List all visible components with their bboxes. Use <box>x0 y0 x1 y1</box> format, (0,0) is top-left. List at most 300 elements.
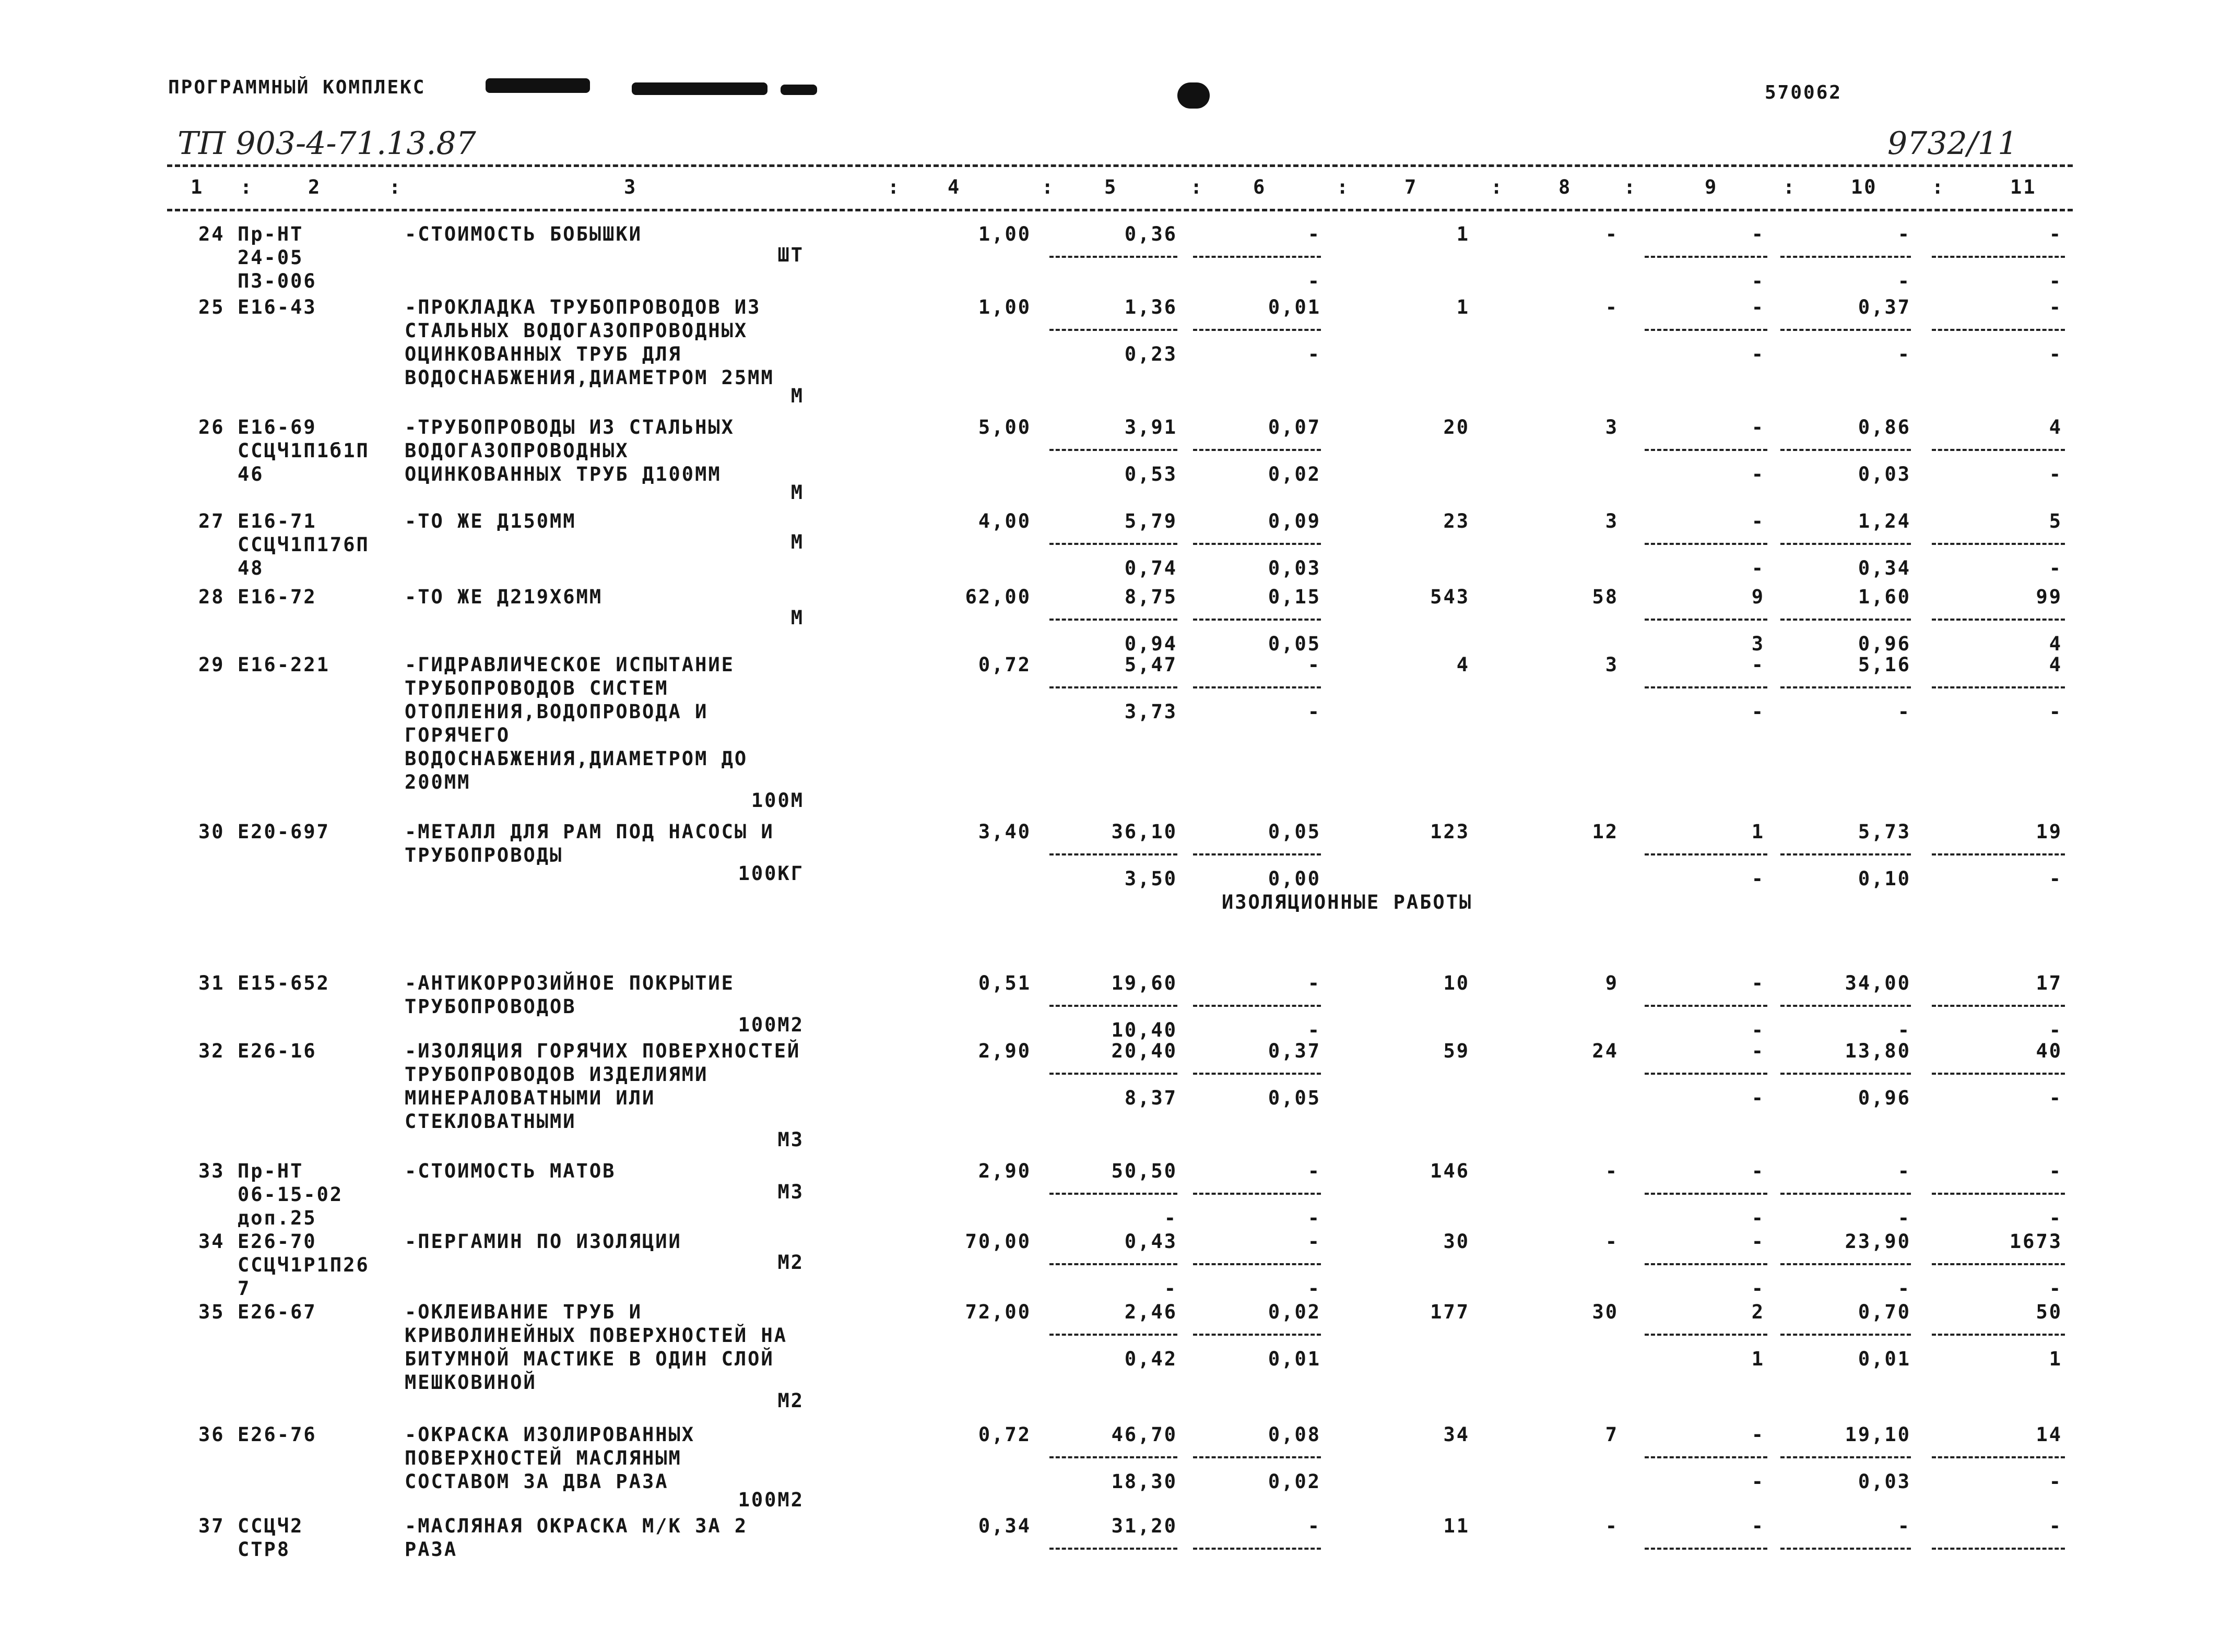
work-description: СТАЛЬНЫХ ВОДОГАЗОПРОВОДНЫХ <box>405 319 748 342</box>
unit-cost-wages: 18,30 <box>1111 1470 1177 1493</box>
work-description: -АНТИКОРРОЗИЙНОЕ ПОКРЫТИЕ <box>405 972 735 994</box>
cell-underline <box>1932 1005 2065 1007</box>
total-machines: - <box>1751 510 1765 532</box>
unit-cost-wages: 0,74 <box>1124 557 1177 579</box>
column-header: 11 <box>2010 176 2037 198</box>
total-machines-wages: - <box>1751 1087 1765 1109</box>
total-wages: - <box>1605 296 1619 318</box>
row-number: 33 <box>198 1160 225 1182</box>
norm-code: доп.25 <box>238 1207 317 1229</box>
total-cost: 59 <box>1443 1040 1470 1062</box>
cell-underline <box>1645 543 1767 545</box>
cell-underline <box>1932 449 2065 451</box>
total-cost: 123 <box>1430 821 1470 843</box>
machine-cost-wages: - <box>1307 700 1321 723</box>
total-machines-wages: - <box>1751 1019 1765 1041</box>
cell-underline <box>1049 256 1177 258</box>
unit: М <box>790 531 804 553</box>
labor-unit: 5,73 <box>1858 821 1911 843</box>
unit: 100М2 <box>738 1489 804 1511</box>
quantity: 2,90 <box>978 1160 1031 1182</box>
column-header: 5 <box>1104 176 1118 198</box>
page-code: 9732/11 <box>1887 125 2018 162</box>
norm-code: 48 <box>238 557 264 579</box>
machine-cost: - <box>1307 972 1321 994</box>
labor-unit: 5,16 <box>1858 653 1911 676</box>
total-machines: - <box>1751 416 1765 438</box>
cell-underline <box>1932 1193 2065 1195</box>
column-separator: : <box>1491 176 1504 198</box>
row-number: 35 <box>198 1301 225 1323</box>
cell-underline <box>1645 1005 1767 1007</box>
norm-code: Пр-НТ <box>238 223 304 245</box>
labor-total-sub: - <box>2049 700 2062 723</box>
work-description: -МЕТАЛЛ ДЛЯ РАМ ПОД НАСОСЫ И <box>405 821 774 843</box>
work-description: ТРУБОПРОВОДОВ СИСТЕМ <box>405 677 669 699</box>
machine-cost: 0,07 <box>1268 416 1321 438</box>
cell-underline <box>1780 853 1911 855</box>
divider <box>167 209 2073 211</box>
total-wages: 24 <box>1592 1040 1619 1062</box>
machine-cost: - <box>1307 1230 1321 1253</box>
column-separator: : <box>1624 176 1637 198</box>
unit-cost: 5,79 <box>1124 510 1177 532</box>
work-description: КРИВОЛИНЕЙНЫХ ПОВЕРХНОСТЕЙ НА <box>405 1324 788 1347</box>
unit-cost-wages: - <box>1164 1207 1177 1229</box>
column-separator: : <box>1337 176 1350 198</box>
labor-unit: 13,80 <box>1845 1040 1911 1062</box>
cell-underline <box>1049 853 1177 855</box>
labor-unit: 1,60 <box>1858 586 1911 608</box>
row-number: 30 <box>198 821 225 843</box>
cell-underline <box>1645 853 1767 855</box>
labor-total: 5 <box>2049 510 2062 532</box>
cell-underline <box>1049 1005 1177 1007</box>
labor-unit: 23,90 <box>1845 1230 1911 1253</box>
unit-cost: 36,10 <box>1111 821 1177 843</box>
labor-total: - <box>2049 1160 2062 1182</box>
labor-unit-sub: 0,96 <box>1858 633 1911 655</box>
machine-cost-wages: 0,01 <box>1268 1348 1321 1370</box>
cell-underline <box>1049 1548 1177 1550</box>
quantity: 0,51 <box>978 972 1031 994</box>
labor-total-sub: - <box>2049 1277 2062 1300</box>
cell-underline <box>1193 256 1321 258</box>
labor-total: 14 <box>2036 1423 2062 1446</box>
total-machines: - <box>1751 1040 1765 1062</box>
unit-cost-wages: 0,23 <box>1124 343 1177 365</box>
quantity: 62,00 <box>965 586 1031 608</box>
row-number: 31 <box>198 972 225 994</box>
total-machines: - <box>1751 296 1765 318</box>
cell-underline <box>1645 329 1767 331</box>
row-number: 36 <box>198 1423 225 1446</box>
machine-cost-wages: 0,02 <box>1268 463 1321 485</box>
cell-underline <box>1049 1334 1177 1336</box>
page-mark <box>1177 82 1210 109</box>
quantity: 5,00 <box>978 416 1031 438</box>
labor-total-sub: - <box>2049 557 2062 579</box>
norm-code: Е26-76 <box>238 1423 317 1446</box>
total-machines: - <box>1751 653 1765 676</box>
row-number: 24 <box>198 223 225 245</box>
work-description: -ПРОКЛАДКА ТРУБОПРОВОДОВ ИЗ <box>405 296 761 318</box>
total-wages: 30 <box>1592 1301 1619 1323</box>
cell-underline <box>1780 256 1911 258</box>
total-wages: - <box>1605 1515 1619 1537</box>
labor-unit-sub: 0,03 <box>1858 463 1911 485</box>
column-header: 6 <box>1253 176 1267 198</box>
norm-code: ССЦЧ1П1б1П <box>238 439 370 462</box>
unit: М3 <box>777 1181 804 1203</box>
cell-underline <box>1193 1456 1321 1458</box>
cell-underline <box>1193 329 1321 331</box>
total-machines: - <box>1751 972 1765 994</box>
work-description: БИТУМНОЙ МАСТИКЕ В ОДИН СЛОЙ <box>405 1348 774 1370</box>
column-separator: : <box>389 176 403 198</box>
row-number: 27 <box>198 510 225 532</box>
total-cost: 146 <box>1430 1160 1470 1182</box>
labor-unit-sub: 0,10 <box>1858 867 1911 890</box>
quantity: 2,90 <box>978 1040 1031 1062</box>
cell-underline <box>1645 449 1767 451</box>
norm-code: Е16-71 <box>238 510 317 532</box>
labor-total-sub: 1 <box>2049 1348 2062 1370</box>
unit-cost-wages: 10,40 <box>1111 1019 1177 1041</box>
labor-total: - <box>2049 223 2062 245</box>
total-wages: 12 <box>1592 821 1619 843</box>
labor-total-sub: - <box>2049 1087 2062 1109</box>
unit-cost: 8,75 <box>1124 586 1177 608</box>
total-cost: 1 <box>1456 296 1470 318</box>
cell-underline <box>1932 543 2065 545</box>
column-separator: : <box>1783 176 1797 198</box>
total-cost: 543 <box>1430 586 1470 608</box>
machine-cost: - <box>1307 223 1321 245</box>
program-title: ПРОГРАММНЫЙ КОМПЛЕКС <box>168 77 426 98</box>
work-description: ОЦИНКОВАННЫХ ТРУБ ДЛЯ <box>405 343 682 365</box>
total-wages: - <box>1605 223 1619 245</box>
work-description: 200ММ <box>405 771 471 793</box>
work-description: МИНЕРАЛОВАТНЫМИ ИЛИ <box>405 1087 656 1109</box>
cell-underline <box>1780 449 1911 451</box>
work-description: -МАСЛЯНАЯ ОКРАСКА М/К ЗА 2 <box>405 1515 748 1537</box>
section-title: ИЗОЛЯЦИОННЫЕ РАБОТЫ <box>1222 891 1473 913</box>
labor-unit-sub: - <box>1897 700 1911 723</box>
unit-cost: 20,40 <box>1111 1040 1177 1062</box>
machine-cost-wages: 0,05 <box>1268 633 1321 655</box>
labor-unit: 1,24 <box>1858 510 1911 532</box>
work-description: ГОРЯЧЕГО <box>405 724 511 746</box>
cell-underline <box>1645 1263 1767 1265</box>
unit: М <box>790 481 804 504</box>
labor-total-sub: - <box>2049 343 2062 365</box>
cell-underline <box>1049 619 1177 621</box>
column-separator: : <box>1932 176 1945 198</box>
quantity: 70,00 <box>965 1230 1031 1253</box>
document-code: ТП 903-4-71.13.87 <box>178 125 476 162</box>
total-machines-wages: - <box>1751 343 1765 365</box>
unit-cost-wages: - <box>1164 1277 1177 1300</box>
machine-cost: - <box>1307 1515 1321 1537</box>
machine-cost: - <box>1307 653 1321 676</box>
norm-code: ССЦЧ1Р1П26 <box>238 1254 370 1276</box>
cell-underline <box>1049 1073 1177 1075</box>
cell-underline <box>1645 1193 1767 1195</box>
total-machines-wages: - <box>1751 270 1765 292</box>
cell-underline <box>1932 329 2065 331</box>
work-description: ОТОПЛЕНИЯ,ВОДОПРОВОДА И <box>405 700 708 723</box>
work-description: -ИЗОЛЯЦИЯ ГОРЯЧИХ ПОВЕРХНОСТЕЙ <box>405 1040 801 1062</box>
unit-cost: 5,47 <box>1124 653 1177 676</box>
work-description: ОЦИНКОВАННЫХ ТРУБ Д100ММ <box>405 463 722 485</box>
unit-cost-wages: 0,53 <box>1124 463 1177 485</box>
cell-underline <box>1193 449 1321 451</box>
unit-cost: 46,70 <box>1111 1423 1177 1446</box>
column-header: 4 <box>948 176 961 198</box>
cell-underline <box>1932 1456 2065 1458</box>
cell-underline <box>1049 329 1177 331</box>
quantity: 4,00 <box>978 510 1031 532</box>
cell-underline <box>1780 686 1911 688</box>
labor-total: 50 <box>2036 1301 2062 1323</box>
unit-cost: 31,20 <box>1111 1515 1177 1537</box>
labor-unit-sub: - <box>1897 1207 1911 1229</box>
norm-code: Е26-16 <box>238 1040 317 1062</box>
unit-cost: 50,50 <box>1111 1160 1177 1182</box>
quantity: 0,34 <box>978 1515 1031 1537</box>
work-description: -ТО ЖЕ Д150ММ <box>405 510 576 532</box>
column-separator: : <box>888 176 901 198</box>
cell-underline <box>1932 1334 2065 1336</box>
labor-unit: - <box>1897 223 1911 245</box>
cell-underline <box>1932 256 2065 258</box>
labor-total-sub: - <box>2049 463 2062 485</box>
unit-cost-wages: 0,42 <box>1124 1348 1177 1370</box>
total-cost: 23 <box>1443 510 1470 532</box>
divider <box>167 164 2073 167</box>
total-machines: - <box>1751 1423 1765 1446</box>
machine-cost-wages: - <box>1307 343 1321 365</box>
labor-unit: - <box>1897 1160 1911 1182</box>
labor-total: - <box>2049 296 2062 318</box>
cell-underline <box>1780 1548 1911 1550</box>
total-cost: 4 <box>1456 653 1470 676</box>
unit-cost-wages: 8,37 <box>1124 1087 1177 1109</box>
unit: М3 <box>777 1128 804 1151</box>
total-machines-wages: 3 <box>1751 633 1765 655</box>
cell-underline <box>1780 619 1911 621</box>
cell-underline <box>1049 686 1177 688</box>
work-description: ТРУБОПРОВОДЫ <box>405 844 563 866</box>
labor-unit: 34,00 <box>1845 972 1911 994</box>
norm-code: ССЦЧ1П176П <box>238 533 370 556</box>
cell-underline <box>1049 1456 1177 1458</box>
unit: 100КГ <box>738 862 804 885</box>
machine-cost: 0,15 <box>1268 586 1321 608</box>
unit: М2 <box>777 1251 804 1274</box>
cell-underline <box>1193 1005 1321 1007</box>
cell-underline <box>1645 1456 1767 1458</box>
work-description: ПОВЕРХНОСТЕЙ МАСЛЯНЫМ <box>405 1447 682 1469</box>
cell-underline <box>1645 686 1767 688</box>
norm-code: Е26-70 <box>238 1230 317 1253</box>
norm-code: П3-006 <box>238 270 317 292</box>
work-description: РАЗА <box>405 1538 458 1561</box>
cell-underline <box>1780 1334 1911 1336</box>
cell-underline <box>1780 1193 1911 1195</box>
total-wages: - <box>1605 1160 1619 1182</box>
norm-code: Пр-НТ <box>238 1160 304 1182</box>
sheet-number: 570062 <box>1765 82 1843 103</box>
norm-code: СТР8 <box>238 1538 291 1561</box>
total-machines-wages: - <box>1751 700 1765 723</box>
total-machines: - <box>1751 1160 1765 1182</box>
total-machines-wages: - <box>1751 1470 1765 1493</box>
unit-cost-wages: 3,50 <box>1124 867 1177 890</box>
labor-unit-sub: - <box>1897 1277 1911 1300</box>
total-machines: - <box>1751 223 1765 245</box>
cell-underline <box>1780 329 1911 331</box>
norm-code: Е26-67 <box>238 1301 317 1323</box>
unit: М2 <box>777 1389 804 1412</box>
labor-unit-sub: 0,34 <box>1858 557 1911 579</box>
unit: 100М2 <box>738 1014 804 1036</box>
cell-underline <box>1932 686 2065 688</box>
total-machines: 2 <box>1751 1301 1765 1323</box>
work-description: ВОДОСНАБЖЕНИЯ,ДИАМЕТРОМ ДО <box>405 747 748 770</box>
total-machines-wages: 1 <box>1751 1348 1765 1370</box>
labor-unit: 0,37 <box>1858 296 1911 318</box>
cell-underline <box>1645 1073 1767 1075</box>
total-wages: 7 <box>1605 1423 1619 1446</box>
total-cost: 1 <box>1456 223 1470 245</box>
unit-cost: 2,46 <box>1124 1301 1177 1323</box>
labor-total-sub: - <box>2049 1019 2062 1041</box>
column-header: 8 <box>1558 176 1572 198</box>
machine-cost-wages: - <box>1307 270 1321 292</box>
redacted-block <box>781 85 817 95</box>
column-separator: : <box>240 176 254 198</box>
labor-unit: 0,70 <box>1858 1301 1911 1323</box>
total-wages: 3 <box>1605 510 1619 532</box>
redacted-block <box>632 82 767 95</box>
total-machines-wages: - <box>1751 463 1765 485</box>
row-number: 32 <box>198 1040 225 1062</box>
work-description: -ТРУБОПРОВОДЫ ИЗ СТАЛЬНЫХ <box>405 416 735 438</box>
cell-underline <box>1780 1263 1911 1265</box>
labor-unit-sub: - <box>1897 270 1911 292</box>
row-number: 28 <box>198 586 225 608</box>
work-description: -ПЕРГАМИН ПО ИЗОЛЯЦИИ <box>405 1230 682 1253</box>
cell-underline <box>1049 543 1177 545</box>
unit-cost-wages: 0,94 <box>1124 633 1177 655</box>
total-machines-wages: - <box>1751 557 1765 579</box>
work-description: ТРУБОПРОВОДОВ <box>405 995 576 1018</box>
machine-cost-wages: - <box>1307 1207 1321 1229</box>
unit-cost: 0,43 <box>1124 1230 1177 1253</box>
norm-code: 7 <box>238 1277 251 1300</box>
work-description: -ГИДРАВЛИЧЕСКОЕ ИСПЫТАНИЕ <box>405 653 735 676</box>
machine-cost-wages: - <box>1307 1277 1321 1300</box>
column-header: 3 <box>624 176 637 198</box>
total-machines-wages: - <box>1751 1207 1765 1229</box>
unit: М <box>790 385 804 407</box>
labor-total: 99 <box>2036 586 2062 608</box>
column-header: 1 <box>191 176 204 198</box>
quantity: 1,00 <box>978 223 1031 245</box>
total-machines: - <box>1751 1230 1765 1253</box>
norm-code: ССЦЧ2 <box>238 1515 304 1537</box>
machine-cost-wages: 0,02 <box>1268 1470 1321 1493</box>
cell-underline <box>1645 1548 1767 1550</box>
row-number: 26 <box>198 416 225 438</box>
column-separator: : <box>1190 176 1204 198</box>
norm-code: Е16-43 <box>238 296 317 318</box>
labor-total: 4 <box>2049 416 2062 438</box>
cell-underline <box>1780 543 1911 545</box>
unit-cost: 3,91 <box>1124 416 1177 438</box>
labor-total-sub: - <box>2049 1470 2062 1493</box>
norm-code: 24-05 <box>238 246 304 269</box>
cell-underline <box>1645 1334 1767 1336</box>
labor-unit-sub: 0,03 <box>1858 1470 1911 1493</box>
labor-total: 4 <box>2049 653 2062 676</box>
total-machines-wages: - <box>1751 867 1765 890</box>
labor-total: 19 <box>2036 821 2062 843</box>
norm-code: Е20-697 <box>238 821 330 843</box>
cell-underline <box>1932 853 2065 855</box>
cell-underline <box>1645 619 1767 621</box>
work-description: ВОДОГАЗОПРОВОДНЫХ <box>405 439 629 462</box>
work-description: -СТОИМОСТЬ МАТОВ <box>405 1160 616 1182</box>
labor-unit-sub: 0,96 <box>1858 1087 1911 1109</box>
total-machines-wages: - <box>1751 1277 1765 1300</box>
total-cost: 34 <box>1443 1423 1470 1446</box>
total-cost: 30 <box>1443 1230 1470 1253</box>
labor-unit: 0,86 <box>1858 416 1911 438</box>
row-number: 37 <box>198 1515 225 1537</box>
quantity: 0,72 <box>978 1423 1031 1446</box>
machine-cost-wages: 0,05 <box>1268 1087 1321 1109</box>
redacted-block <box>486 78 590 93</box>
machine-cost-wages: 0,00 <box>1268 867 1321 890</box>
labor-unit: - <box>1897 1515 1911 1537</box>
machine-cost: 0,01 <box>1268 296 1321 318</box>
quantity: 1,00 <box>978 296 1031 318</box>
total-wages: 58 <box>1592 586 1619 608</box>
work-description: -ОКЛЕИВАНИЕ ТРУБ И <box>405 1301 642 1323</box>
row-number: 25 <box>198 296 225 318</box>
column-separator: : <box>1042 176 1055 198</box>
machine-cost-wages: - <box>1307 1019 1321 1041</box>
cell-underline <box>1932 619 2065 621</box>
total-cost: 177 <box>1430 1301 1470 1323</box>
cell-underline <box>1780 1073 1911 1075</box>
labor-unit-sub: - <box>1897 343 1911 365</box>
column-header: 7 <box>1404 176 1418 198</box>
work-description: МЕШКОВИНОЙ <box>405 1371 537 1394</box>
total-cost: 11 <box>1443 1515 1470 1537</box>
cell-underline <box>1193 1548 1321 1550</box>
work-description: СТЕКЛОВАТНЫМИ <box>405 1110 576 1133</box>
unit: 100М <box>751 789 804 812</box>
column-header: 9 <box>1705 176 1718 198</box>
cell-underline <box>1932 1263 2065 1265</box>
machine-cost: 0,09 <box>1268 510 1321 532</box>
work-description: ВОДОСНАБЖЕНИЯ,ДИАМЕТРОМ 25ММ <box>405 366 774 389</box>
cell-underline <box>1645 256 1767 258</box>
